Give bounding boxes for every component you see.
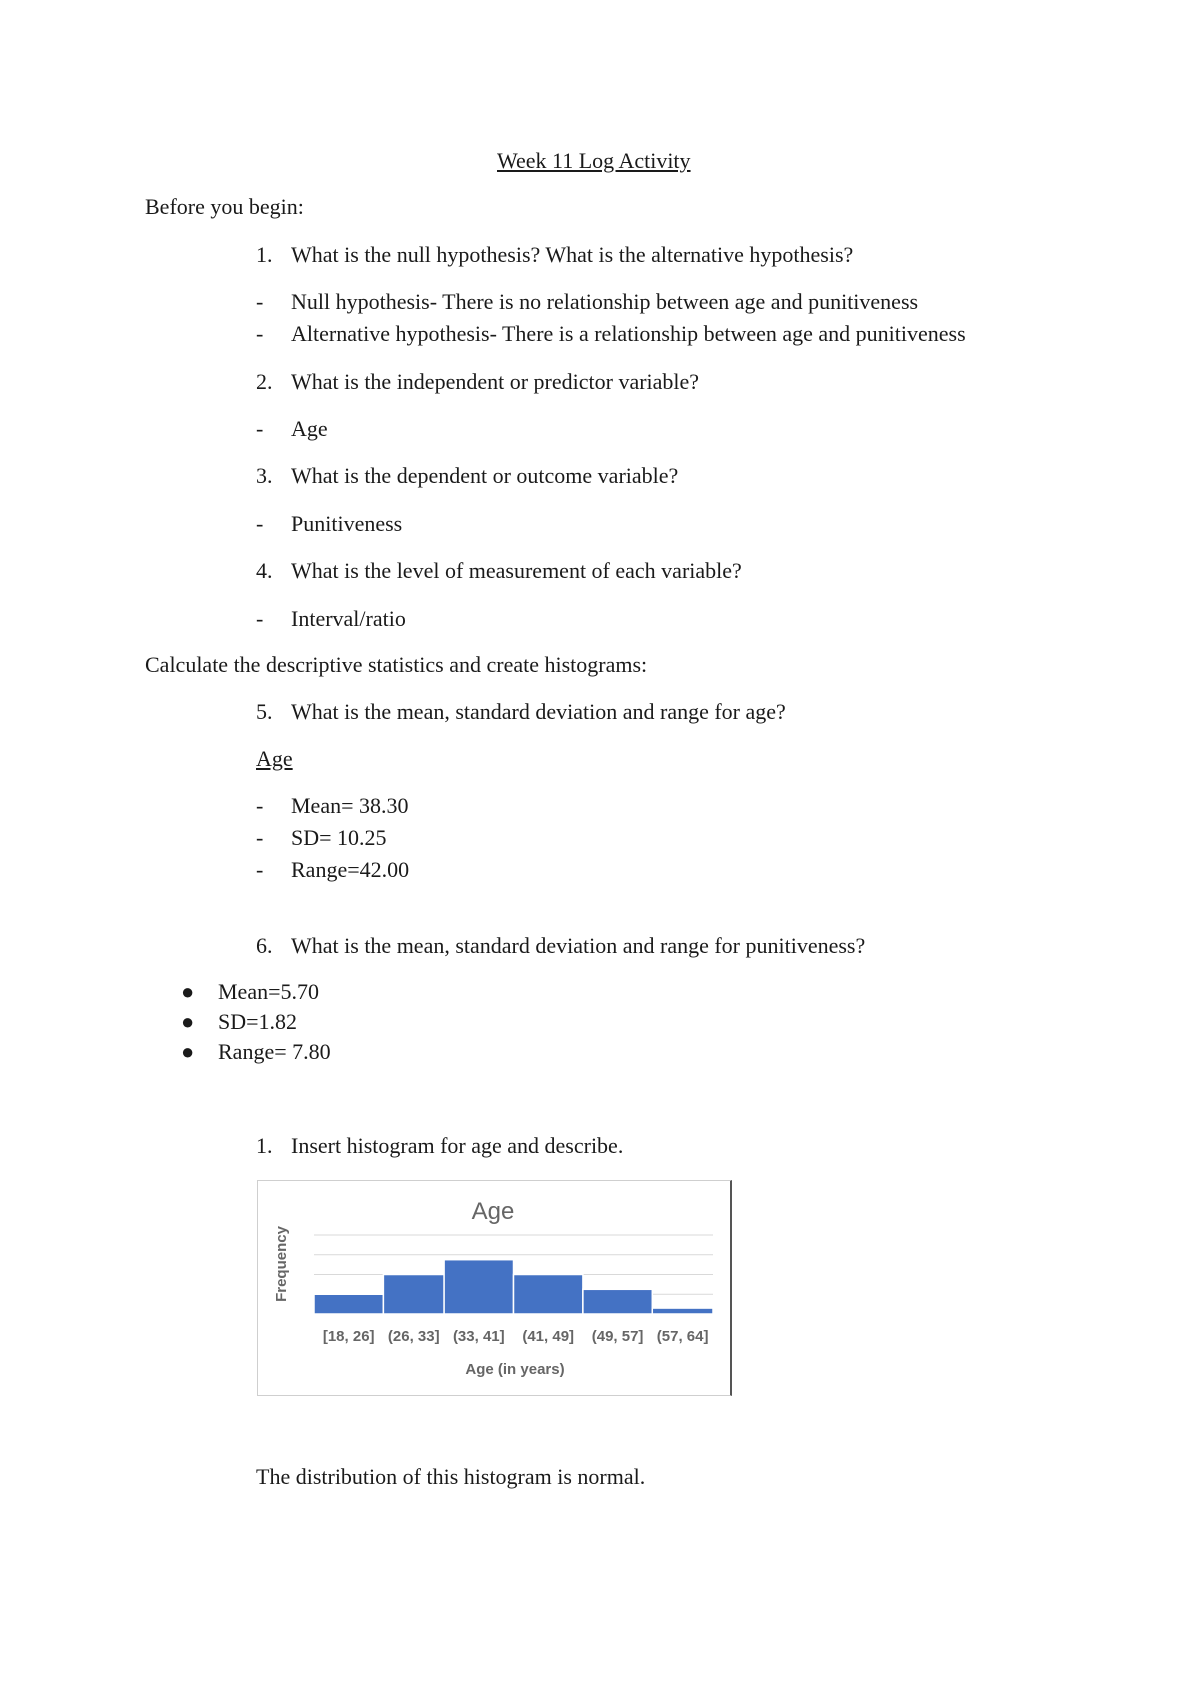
histogram-tick-label: (41, 49]: [522, 1328, 575, 1345]
question-text: What is the level of measurement of each variable?: [291, 558, 742, 583]
histogram-tick-label: (57, 64]: [656, 1328, 709, 1345]
histogram-bar: [383, 1275, 444, 1315]
histogram-tick-label: [18, 26]: [322, 1328, 375, 1345]
histogram-bar: [652, 1308, 713, 1314]
dash-marker: -: [256, 511, 264, 536]
question-text: What is the dependent or outcome variable?: [291, 463, 679, 488]
dash-marker: -: [256, 289, 264, 314]
bullet-marker: ●: [181, 1009, 195, 1034]
section-heading-before: Before you begin:: [145, 194, 304, 219]
question-number: 1.: [256, 242, 273, 267]
punitiveness-range: Range= 7.80: [218, 1039, 331, 1064]
answer-text: Age: [291, 416, 328, 441]
dash-marker: -: [256, 793, 264, 818]
age-range: Range=42.00: [291, 857, 410, 882]
dash-marker: -: [256, 321, 264, 346]
histogram-tick-label: (33, 41]: [452, 1328, 505, 1345]
question-number: 2.: [256, 369, 273, 394]
question-text: What is the independent or predictor variable?: [291, 369, 700, 394]
age-heading: Age: [256, 746, 293, 771]
dash-marker: -: [256, 857, 264, 882]
histogram-bar: [444, 1260, 513, 1314]
histogram-svg: [258, 1181, 730, 1395]
question-text: What is the mean, standard deviation and range for punitiveness?: [291, 933, 866, 958]
dash-marker: -: [256, 416, 264, 441]
bullet-marker: ●: [181, 979, 195, 1004]
histogram-bar: [514, 1275, 583, 1315]
dash-marker: -: [256, 606, 264, 631]
dash-marker: -: [256, 825, 264, 850]
histogram-description: The distribution of this histogram is normal.: [256, 1464, 646, 1489]
question-number: 3.: [256, 463, 273, 488]
question-number: 5.: [256, 699, 273, 724]
bullet-marker: ●: [181, 1039, 195, 1064]
chart-title: Age: [471, 1198, 515, 1225]
histogram-tick-label: (26, 33]: [387, 1328, 440, 1345]
question-number: 6.: [256, 933, 273, 958]
answer-text: Interval/ratio: [291, 606, 406, 631]
section-heading-descriptive: Calculate the descriptive statistics and create histograms:: [145, 652, 648, 677]
punitiveness-mean: Mean=5.70: [218, 979, 319, 1004]
question-text: Insert histogram for age and describe.: [291, 1133, 624, 1158]
question-text: What is the mean, standard deviation and range for age?: [291, 699, 786, 724]
answer-text: Null hypothesis- There is no relationship between age and punitiveness: [291, 289, 919, 314]
answer-text: Alternative hypothesis- There is a relationship between age and punitiveness: [291, 321, 966, 346]
histogram-tick-label: (49, 57]: [591, 1328, 644, 1345]
punitiveness-sd: SD=1.82: [218, 1009, 298, 1034]
question-text: What is the null hypothesis? What is the alternative hypothesis?: [291, 242, 854, 267]
age-sd: SD= 10.25: [291, 825, 387, 850]
chart-y-axis-label: Frequency: [273, 1226, 290, 1302]
age-histogram-chart: [257, 1180, 732, 1396]
histogram-bar: [583, 1289, 652, 1314]
question-number: 1.: [256, 1133, 273, 1158]
answer-text: Punitiveness: [291, 511, 403, 536]
chart-x-axis-label: Age (in years): [465, 1361, 565, 1378]
page-title: Week 11 Log Activity: [497, 148, 691, 173]
histogram-bar: [314, 1294, 383, 1314]
question-number: 4.: [256, 558, 273, 583]
age-mean: Mean= 38.30: [291, 793, 409, 818]
